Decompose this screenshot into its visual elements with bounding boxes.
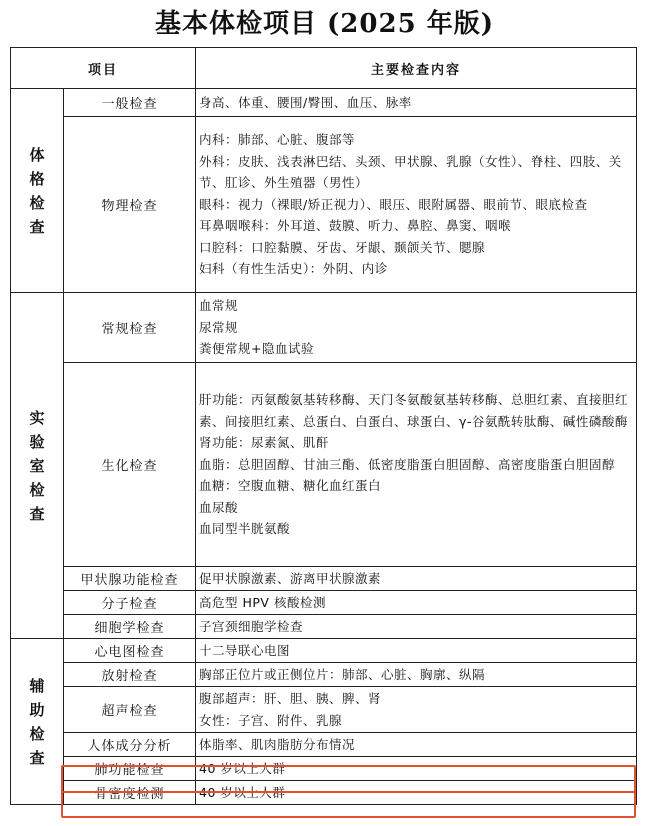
content-cell bbox=[196, 639, 637, 663]
content-line: 身高、体重、腰围/臀围、血压、脉率 bbox=[199, 94, 412, 110]
content-line: 粪便常规+隐血试验 bbox=[199, 341, 314, 357]
header-item: 项目 bbox=[11, 48, 196, 89]
category-label bbox=[11, 406, 63, 526]
table-row bbox=[11, 117, 637, 293]
table-row bbox=[11, 363, 637, 567]
category-lab bbox=[11, 293, 64, 639]
content-line: 眼科：视力（裸眼/矫正视力）、眼压、眼附属器、眼前节、眼底检查 bbox=[199, 196, 588, 212]
content-line: 血尿酸 bbox=[199, 499, 239, 515]
content-line: 耳鼻咽喉科：外耳道、鼓膜、听力、鼻腔、鼻窦、咽喉 bbox=[199, 218, 512, 234]
category-char: 助 bbox=[29, 700, 45, 719]
table-row bbox=[11, 293, 637, 363]
content-line: 肾功能：尿素氮、肌酐 bbox=[199, 435, 330, 451]
content-cell bbox=[196, 89, 637, 117]
item-cell: 物理检查 bbox=[64, 117, 196, 293]
page-title: 基本体检项目 (2025 年版) bbox=[154, 9, 495, 39]
content-line: 高危型 HPV 核酸检测 bbox=[199, 594, 326, 610]
item-cell: 人体成分分析 bbox=[64, 733, 196, 757]
category-char: 格 bbox=[29, 169, 45, 188]
item-cell: 一般检查 bbox=[64, 89, 196, 117]
content-cell bbox=[196, 615, 637, 639]
table-row bbox=[11, 639, 637, 663]
item-cell: 细胞学检查 bbox=[64, 615, 196, 639]
content-line: 胸部正位片或正侧位片：肺部、心脏、胸廓、纵隔 bbox=[199, 666, 486, 682]
content-line: 血同型半胱氨酸 bbox=[199, 521, 291, 537]
table-row bbox=[11, 591, 637, 615]
content-line: 血糖：空腹血糖、糖化血红蛋白 bbox=[199, 478, 382, 494]
item-cell: 分子检查 bbox=[64, 591, 196, 615]
category-char: 实 bbox=[29, 408, 45, 427]
item-cell: 甲状腺功能检查 bbox=[64, 567, 196, 591]
item-cell: 骨密度检测 bbox=[64, 781, 196, 805]
category-char: 检 bbox=[29, 724, 45, 743]
category-char: 检 bbox=[29, 193, 45, 212]
content-cell bbox=[196, 687, 637, 733]
content-line: 腹部超声：肝、胆、胰、脾、肾 bbox=[199, 691, 382, 706]
item-cell: 肺功能检查 bbox=[64, 757, 196, 781]
category-auxiliary bbox=[11, 639, 64, 805]
content-cell bbox=[196, 733, 637, 757]
content-line: 子宫颈细胞学检查 bbox=[199, 618, 304, 634]
category-char: 检 bbox=[29, 480, 45, 499]
content-cell bbox=[196, 293, 637, 363]
category-char: 验 bbox=[29, 432, 45, 451]
content-line: 外科：皮肤、浅表淋巴结、头颈、甲状腺、乳腺（女性）、脊柱、四肢、关节、肛诊、外生殖器（男性） bbox=[199, 153, 622, 191]
item-cell: 常规检查 bbox=[64, 293, 196, 363]
content-cell bbox=[196, 591, 637, 615]
table-header-row bbox=[11, 48, 637, 89]
content-line: 血常规 bbox=[199, 298, 239, 314]
item-cell: 超声检查 bbox=[64, 687, 196, 733]
highlight-box bbox=[61, 765, 636, 818]
content-line: 促甲状腺激素、游离甲状腺激素 bbox=[199, 570, 382, 586]
content-line: 体脂率、肌肉脂肪分布情况 bbox=[199, 736, 356, 752]
table-row bbox=[11, 733, 637, 757]
category-char: 查 bbox=[29, 504, 45, 523]
highlight-divider bbox=[63, 791, 634, 793]
content-line: 40 岁以上人群 bbox=[199, 760, 286, 776]
item-cell: 放射检查 bbox=[64, 663, 196, 687]
content-cell bbox=[196, 567, 637, 591]
category-char: 辅 bbox=[29, 676, 45, 695]
content-line: 妇科（有性生活史）：外阴、内诊 bbox=[199, 261, 388, 277]
category-char: 体 bbox=[29, 145, 45, 164]
item-cell: 心电图检查 bbox=[64, 639, 196, 663]
content-line: 40 岁以上人群 bbox=[199, 784, 286, 800]
content-cell bbox=[196, 663, 637, 687]
item-cell: 生化检查 bbox=[64, 363, 196, 567]
content-line: 口腔科：口腔黏膜、牙齿、牙龈、颞颌关节、腮腺 bbox=[199, 239, 486, 255]
content-line: 女性：子宫、附件、乳腺 bbox=[199, 712, 343, 728]
table-row bbox=[11, 687, 637, 733]
content-line: 血脂：总胆固醇、甘油三酯、低密度脂蛋白胆固醇、高密度脂蛋白胆固醇 bbox=[199, 456, 616, 472]
category-label bbox=[11, 143, 63, 239]
table-row bbox=[11, 89, 637, 117]
content-line: 内科：肺部、心脏、腹部等 bbox=[199, 132, 356, 148]
content-line: 肝功能：丙氨酸氨基转移酶、天门冬氨酸氨基转移酶、总胆红素、直接胆红素、间接胆红素、总蛋白、白蛋白、球蛋白、γ-谷氨酰转肽酶、碱性磷酸酶 bbox=[199, 392, 629, 429]
content-line: 尿常规 bbox=[199, 319, 239, 335]
content-cell bbox=[196, 117, 637, 293]
table-row bbox=[11, 663, 637, 687]
exam-table bbox=[10, 47, 637, 805]
category-char: 室 bbox=[29, 456, 45, 475]
content-line: 十二导联心电图 bbox=[199, 642, 291, 658]
category-physical bbox=[11, 89, 64, 293]
table-row bbox=[11, 615, 637, 639]
category-char: 查 bbox=[29, 748, 45, 767]
table-row bbox=[11, 567, 637, 591]
content-cell bbox=[196, 363, 637, 567]
category-char: 查 bbox=[29, 217, 45, 236]
category-label bbox=[11, 674, 63, 770]
header-content: 主要检查内容 bbox=[196, 48, 637, 89]
